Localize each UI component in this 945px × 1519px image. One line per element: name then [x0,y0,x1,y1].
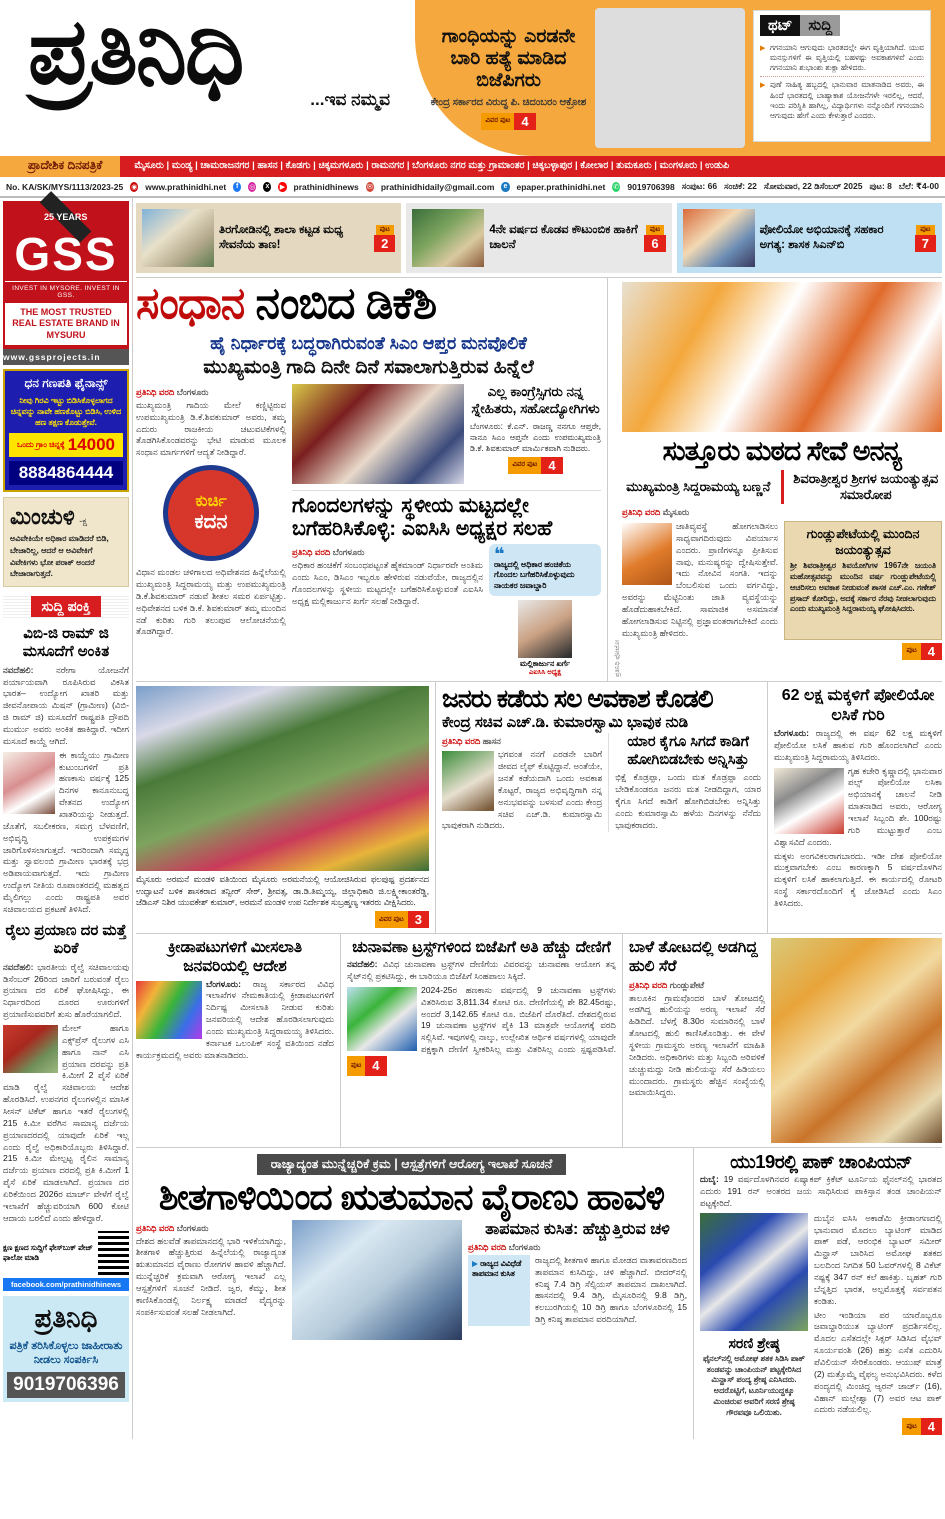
x-icon[interactable]: x [263,182,271,192]
substory-headline: ಯಾರ ಕೈಗೂ ಸಿಗದೆ ಕಾಡಿಗೆ ಹೋಗಿಬಿಡಬೇಕು ಅನ್ನಿಸಿತ್ತು [627,734,749,769]
story-body: ದೇಶದ ಹಲವೆಡೆ ತಾಪಮಾನದಲ್ಲಿ ಭಾರಿ ಇಳಿಕೆಯಾಗಿದ್ದು, ಶೀತಗಾಳಿ ಹೆಚ್ಚುತ್ತಿರುವ ಹಿನ್ನೆಲೆಯಲ್ಲಿ ರಾಜ್ಯಾದ್ಯಂತ ಋತುಮಾನದ ವೈರಾಣು ರೋಗಗಳ ಹಾವಳಿ ಹೆಚ್ಚಾಗಿದೆ. ಮುನ್ನೆಚ್ಚರಿಕೆ ಕ್ರಮವಾಗಿ ಆರೋಗ್ಯ ಇಲಾಖೆ ಎಲ್ಲ ಆಸ್ಪತ್ರೆಗಳಿಗೆ ಸೂಚನೆ ನೀಡಿದೆ. ಜ್ವರ, ಕೆಮ್ಮು, ಶೀತ ಕಾಣಿಸಿಕೊಂಡಲ್ಲಿ ನಿರ್ಲಕ್ಷ್ಯ ಮಾಡದೆ ವೈದ್ಯರನ್ನು ಸಂಪರ್ಕಿಸುವಂತೆ ಸಲಹೆ ನೀಡಲಾಗಿದೆ. [136,1235,286,1317]
dateline: ನವದೆಹಲಿ: [3,664,34,675]
gss-brand: GSS [14,228,118,280]
story-polio [768,682,942,933]
story-body: ದುಬೈನ ಐಸಿಸಿ ಅಕಾಡೆಮಿ ಕ್ರೀಡಾಂಗಣದಲ್ಲಿ ಭಾನುವಾರ ಮೊದಲು ಬ್ಯಾಟಿಂಗ್ ಮಾಡಿದ ಪಾಕ್ ಪಡೆ, ಆರಂಭಿಕ ಬ್ಯಾಟರ್ ಸಮೀರ್ ಮಿನ್ಹಾಸ್ ಬಾರಿಸಿದ ಅಮೋಘ ಶತಕದ ಬಲದಿಂದ ನಿಗದಿತ 50 ಓವರ್‌ಗಳಲ್ಲಿ 8 ವಿಕೆಟ್ ನಷ್ಟಕ್ಕೆ 347 ರನ್ ಕಲೆ ಹಾಕಿತ್ತು. ಬೃಹತ್ ಗುರಿ ಬೆನ್ನತ್ತಿದ ಭಾರತ, ಅಲ್ಪಮೊತ್ತಕ್ಕೆ ಸರ್ವಪತನ ಕಂಡಿತು. [814,1212,942,1306]
page-badge: ಪುಟ 4 [902,1418,942,1435]
location-bar [0,156,945,177]
dks-quote-block [470,384,601,484]
page-badge-label: ಪುಟ [916,225,934,235]
byline: ಪ್ರತಿನಿಧಿ ವರದಿ ಬೆಂಗಳೂರು [136,386,209,397]
epaper-icon: e [501,182,509,192]
story-headline: ವಿಬಿ-ಜಿ ರಾಮ್ ಜಿ ಮಸೂದೆಗೆ ಅಂಕಿತ [22,624,110,660]
page-badge-number: 4 [514,113,535,130]
story-headline: 62 ಲಕ್ಷ ಮಕ್ಕಳಿಗೆ ಪೋಲಿಯೋ ಲಸಿಕೆ ಗುರಿ [781,686,935,724]
story-vbg-bill [3,625,129,916]
page-badge-number: 7 [915,235,936,252]
story-body: ಈ ಕಾಯ್ದೆಯು ಗ್ರಾಮೀಣ ಕುಟುಂಬಗಳಿಗೆ ಪ್ರತಿ ಹಣಕಾಸು ವರ್ಷಕ್ಕೆ 125 ದಿನಗಳ ಕಾನೂನುಬದ್ಧ ವೇತನದ ಉದ್ಯೋಗ ಖಾತರಿಯನ್ನು ನೀಡುತ್ತದೆ. ಜೊತೆಗೆ, ಸಬಲೀಕರಣ, ಸಮಗ್ರ ಬೆಳವಣಿಗೆ, ಅಭಿವೃದ್ಧಿ ಉಪಕ್ರಮಗಳ ಜಾರಿಗೊಳಿಸಲಾಗುತ್ತದೆ. ಇದರಿಂದಾಗಿ ಸಮೃದ್ಧ ಮತ್ತು ಸ್ವಾವಲಂಬಿ ಗ್ರಾಮೀಣ ಭಾರತಕ್ಕೆ ಭದ್ರ ಅಡಿಪಾಯವಾಗುತ್ತದೆ. ಇದು ಗ್ರಾಮೀಣ ಉದ್ಯೋಗ ನೀತಿಯ ರೂಪಾಂತರದಲ್ಲಿ ಮಹತ್ವದ ಮೈಲಿಗಲ್ಲು ಎಂದು ರಾಷ್ಟ್ರಪತಿ ಅವರ ಸಚಿವಾಲಯದ ಪ್ರಕಟಣೆ ತಿಳಿಸಿದೆ. [3,749,129,914]
lead-headline: ಸಂಧಾನ ನಂಬಿದ ಡಿಕೆಶಿ [136,279,437,328]
story-body: ಭಗವಂತ ನನಗೆ ಎರಡನೇ ಬಾರಿಗೆ ಜೀವದ ಲೈಫ್ ಕೊಟ್ಟಿದ್ದಾನೆ. ಅಂತೆಯೇ, ಜನತೆ ಕಡೆಯದಾಗಿ ಒಂದು ಅವಕಾಶ ಕೊಟ್ಟರೆ, ರಾಜ್ಯದ ಅಭಿವೃದ್ಧಿಗಾಗಿ ನನ್ನ ಅನುಭವವನ್ನು ಬಳಸುವೆ ಎಂದು ಕೇಂದ್ರ ಸಚಿವ ಎಚ್.ಡಿ. ಕುಮಾರಸ್ವಾಮಿ ಭಾವುಕರಾಗಿ ನುಡಿದರು. [442,749,603,831]
subscription-phone[interactable]: 9019706396 [7,1372,125,1398]
teaser-title: 4ನೇ ವರ್ಷದ ಕೊಡವ ಕೌಟುಂಬಿಕ ಹಾಕಿಗೆ ಚಾಲನೆ [489,224,638,251]
newspaper-logo: ಪ್ರತಿನಿಧಿ [28,1,243,103]
photo-kharge [518,600,572,658]
volume-number: ಸಂಪುಟ: 66 [681,181,718,191]
masthead [0,0,945,156]
byline: ಪ್ರತಿನಿಧಿ ವರದಿ ಗುಂಡ್ಲುಪೇಟೆ [629,979,705,990]
byline: ಪ್ರತಿನಿಧಿ ವರದಿ ಬೆಂಗಳೂರು [468,1241,541,1252]
minchuli-title: ಮಿಂಚುಳಿ [10,504,75,530]
finance-ad[interactable] [3,369,129,493]
kharge-quote-box: ❝ ರಾಜ್ಯದಲ್ಲಿ ಅಧಿಕಾರ ಹಂಚಿಕೆಯ ಗೊಂದಲ ಬಗೆಹರಿಸಿಕೊಳ್ಳುವುದು ನಾಯಕರ ಜವಾಬ್ದಾರಿ [489,544,601,596]
page-badge-number: 2 [374,235,395,252]
quote-headline: ಎಲ್ಲ ಕಾಂಗ್ರೆಸ್ಸಿಗರು ನನ್ನ ಸ್ನೇಹಿತರು, ಸಹೋದ್ಯೋಗಿಗಳು [471,383,600,416]
kicker-strip: ರಾಜ್ಯಾದ್ಯಂತ ಮುನ್ನೆಚ್ಚರಿಕೆ ಕ್ರಮ | ಆಸ್ಪತ್ರೆಗಳಿಗೆ ಆರೋಗ್ಯ ಇಲಾಖೆ ಸೂಚನೆ [136,1154,687,1175]
substory-headline: ತಾಪಮಾನ ಕುಸಿತ: ಹೆಚ್ಚುತ್ತಿರುವ ಚಳಿ [485,1220,670,1238]
story-body: 19 ವರ್ಷದೊಳಗಿನವರ ಏಷ್ಯಾಕಪ್ ಕ್ರಿಕೆಟ್ ಟೂರ್ನಿಯ ಫೈನಲ್‌ನಲ್ಲಿ ಭಾರತದ ಎದುರು 191 ರನ್ ಅಂತರದ ಜಯ ಸಾಧಿಸಿರುವ ಪಾಕಿಸ್ತಾನ ತಂಡ ಚಾಂಪಿಯನ್ ಪಟ್ಟಕ್ಕೇರಿದೆ. [700,1174,942,1208]
subscription-ad[interactable] [3,1296,129,1403]
quote-icon: ❝ [494,544,505,564]
story-headline: ಕ್ರೀಡಾಪಟುಗಳಿಗೆ ಮೀಸಲಾತಿ ಜನವರಿಯಲ್ಲಿ ಆದೇಶ [167,938,303,976]
byline: ಪ್ರತಿನಿಧಿ ವರದಿ ಹಾಸನ [442,736,501,747]
teaser-title: ತಿರಗೋಡಿನಲ್ಲಿ ಶಾಲಾ ಕಟ್ಟಡ ಮಧ್ಯ ಸೇವನೆಯ ತಾಣ! [219,224,344,251]
issue-number: ಸಂಚಿಕೆ: 22 [724,181,757,191]
info-bar [0,177,945,198]
story-body: ದೇಶದಲ್ಲಿರುವ 19 ಚುನಾವಣಾ ಟ್ರಸ್ಟ್‌ಗಳ ಪೈಕಿ 13 ಮಾತ್ರವೇ ಆಯೋಗಕ್ಕೆ ವರದಿ ಸಲ್ಲಿಸಿವೆ. ಇವುಗಳಲ್ಲಿ ನಾಲ್ಕು, ಉಲ್ಲೇಖಿತ ಆರ್ಥಿಕ ವರ್ಷಗಳಲ್ಲಿ ಯಾವುದೇ ಪಕ್ಷಕ್ಕಾಗಿ ದೇಣಿಗೆ ಸ್ವೀಕರಿಸಿಲ್ಲ ಮತ್ತು ವಿತರಿಸಿಲ್ಲ ಎಂದು ಸ್ಪಷ್ಟಪಡಿಸಿವೆ. [421,1008,616,1055]
gss-tagline: THE MOST TRUSTED REAL ESTATE BRAND IN MYSURU [5,303,127,345]
that-suddi-box [753,10,931,142]
page-badge-number: 6 [644,235,665,252]
story-body: ರಾಜ್ಯ ಸರ್ಕಾರದ ವಿವಿಧ ಇಲಾಖೆಗಳ ನೇಮಕಾತಿಯಲ್ಲಿ ಕ್ರೀಡಾಪಟುಗಳಿಗೆ ನಿರ್ದಿಷ್ಟ ಮೀಸಲಾತಿ ನೀಡುವ ಕುರಿತು ಜನವರಿಯಲ್ಲಿ ಆದೇಶ ಹೊರಡಿಸಲಾಗುವುದು ಎಂದು ಮುಖ್ಯಮಂತ್ರಿ ಸಿದ್ದರಾಮಯ್ಯ ತಿಳಿಸಿದರು. ಕರ್ನಾಟಕ ಒಲಂಪಿಕ್ ಸಂಸ್ಥೆ ವತಿಯಿಂದ ನಡೆದ ಕಾರ್ಯಕ್ರಮದಲ್ಲಿ ಅವರು ಮಾತನಾಡಿದರು. [136,978,334,1060]
quote-person-name: ಮಲ್ಲಿಕಾರ್ಜುನ ಖರ್ಗೆ [519,658,571,668]
story-body: ಮಕ್ಕಳು ಅಂಗವಿಕಲರಾಗಬಾರದು. ಇಡೀ ದೇಶ ಪೋಲಿಯೋ ಮುಕ್ತವಾಗಬೇಕು ಎಂಬ ಕಾರಣಕ್ಕಾಗಿ 5 ವರ್ಷದೊಳಗಿನ ಮಕ್ಕಳಿಗೆ ಲಸಿಕೆ ಹಾಕಲಾಗುತ್ತಿದೆ. ಈ ಕಾರ್ಯದಲ್ಲಿ ರೋಟರಿ ಸಂಸ್ಥೆ ಸರ್ಕಾರದೊಂದಿಗೆ ಕೈ ಜೋಡಿಸಿದೆ ಎಂದು ಸಿಎಂ ತಿಳಿಸಿದರು. [774,850,942,908]
story-subhead: ಕೇಂದ್ರ ಸಚಿವ ಎಚ್.ಡಿ. ಕುಮಾರಸ್ವಾಮಿ ಭಾವುಕ ನುಡಿ [442,714,689,732]
lead-subhead-blue: ಹೈ ನಿರ್ಧಾರಕ್ಕೆ ಬದ್ಧರಾಗಿರುವಂತೆ ಸಿಎಂ ಆಪ್ತರ ಮನವೊಲಿಕೆ [210,332,527,353]
story-body: ಜಾತಿವ್ಯವಸ್ಥೆ ಹೋಗಲಾಡಿಸಲು ಸಾಧ್ಯವಾಗದಿರುವುದು ವಿಪರ್ಯಾಸ ಎಂದರು. ಪ್ರಾಣಿಗಳನ್ನೂ ಪ್ರೀತಿಸುವ ನಾವು, ಮನುಷ್ಯರನ್ನು ದ್ವೇಷಿಸುತ್ತೇವೆ. ಇದು ನೋವಿನ ಸಂಗತಿ. ಇದನ್ನು ಬೆಂಬಲಿಸುವ ಒಂದು ವರ್ಗವಿದ್ದು, ಅವರನ್ನು ಮೆಟ್ಟಿನಿಂತು ಜಾತಿ ವ್ಯವಸ್ಥೆಯನ್ನು ಹೊಡೆದುಹಾಕಬೇಕಿದೆ. ಸಾಮಾಜಿಕ ಅಸಮಾನತೆ ಹೋಗಲಾಡಿಸುವ ನಿಟ್ಟಿನಲ್ಲಿ ಪ್ರಜ್ಞಾವಂತರಾಗಬೇಕಿದೆ ಎಂದು ಮುಖ್ಯಮಂತ್ರಿ ಹೇಳಿದರು. [622,521,778,638]
story-body: ಅಧಿಕಾರ ಹಂಚಿಕೆಗೆ ಸಂಬಂಧಪಟ್ಟಂತೆ ಹೈಕಮಾಂಡ್ ನಿರ್ಧಾರವೇ ಅಂತಿಮ ಎಂದು ಸಿಎಂ, ಡಿಸಿಎಂ ಇಬ್ಬರೂ ಹೇಳಿರುವ ನಡುವೆಯೇ, ರಾಜ್ಯದಲ್ಲಿನ ಗೊಂದಲಗಳನ್ನು ಸ್ಥಳೀಯ ಮಟ್ಟದಲ್ಲೇ ಬಗೆಹರಿಸಿಕೊಳ್ಳುವಂತೆ ಎಐಸಿಸಿ ಅಧ್ಯಕ್ಷ ಮಲ್ಲಿಕಾರ್ಜುನ ಖರ್ಗೆ ಸಲಹೆ ನೀಡಿದ್ದಾರೆ. [292,560,483,606]
gss-ad[interactable] [3,201,129,349]
story-body: ನರೇಗಾ ಯೋಜನೆಗೆ ಪರ್ಯಾಯವಾಗಿ ರೂಪಿಸಿರುವ ವಿಕಸಿತ ಭಾರತ– ಉದ್ಯೋಗ ಖಾತರಿ ಮತ್ತು ಜೀವನೋಪಾಯ ಮಿಷನ್ (ಗ್ರಾಮೀಣ) (ವಿಬಿ-ಜಿ ರಾಮ್ ಜಿ) ಮಸೂದೆಗೆ ರಾಷ್ಟ್ರಪತಿ ದ್ರೌಪದಿ ಮುರ್ಮು ಅವರು ಅಂಕಿತ ಹಾಕಿದ್ದಾರೆ. ಇದೀಗ ಮಸೂದೆ ಕಾಯ್ದೆ ಆಗಿದೆ. [3,664,129,746]
edition-label: ಪ್ರಾದೇಶಿಕ ದಿನಪತ್ರಿಕೆ [0,156,120,177]
dateline: ನವದೆಹಲಿ: [347,959,378,970]
newspaper-tagline: ...ಇವ ನಮ್ಮವ [310,90,390,109]
story-headline: ಜನರು ಕಡೆಯ ಸಲ ಅವಕಾಶ ಕೊಡಲಿ [442,684,713,713]
finance-phone[interactable]: 8884864444 [9,461,123,485]
subscription-ad-brand: ಪ್ರತಿನಿಧಿ [34,1303,98,1333]
dateline: ದುಬೈ: [700,1174,719,1185]
quote-person-role: ಎಐಸಿಸಿ ಅಧ್ಯಕ್ಷ [528,668,562,676]
story-u19-cricket [694,1148,942,1440]
that-suddi-tag1: ಥಟ್ [760,15,800,36]
youtube-icon[interactable]: ▶ [279,183,286,191]
that-suddi-item-text: ಪುಣೆ ಸಾಹಿತ್ಯ ಹಬ್ಬದಲ್ಲಿ ಭಾನುವಾರ ಮಾತನಾಡಿದ ಅವರು, ಈ ಹಿಂದೆ ಭಾರತದಲ್ಲಿ ಬಾಹ್ಯಾಕಾಶ ಯೋಜನೆಗಳೇ ಇರಲಿಲ್ಲ, ಆದರೆ, ಇಂದು ಪರಿಸ್ಥಿತಿ ಹಾಗಿಲ್ಲ, ವಿದ್ಯಾರ್ಥಿಗಳು ನನ್ನೊಂದಿಗೆ ಗಗನಯಾನಿ ಆಗುವುದು ಹೇಗೆ ಎಂದು ಕೇಳುತ್ತಾರೆ ಎಂದರು. [770,80,924,120]
story-body: 2024-25ರ ಹಣಕಾಸು ವರ್ಷದಲ್ಲಿ 9 ಚುನಾವಣಾ ಟ್ರಸ್ಟ್‌ಗಳು ವಿತರಿಸಿರುವ 3,811.34 ಕೋಟಿ ರೂ. ದೇಣಿಗೆಯಲ್ಲಿ ಶೇ 82.45ರಷ್ಟು, ಅಂದರೆ 3,142.65 ಕೋಟಿ ರೂ. ಬಿಜೆಪಿಗೆ ದೊರೆತಿದೆ. [421,984,616,1019]
garden-photo-story [136,682,436,933]
gundlupete-box [784,521,942,640]
story-body: ರಾಜ್ಯದಲ್ಲಿ ಈ ವರ್ಷ 62 ಲಕ್ಷ ಮಕ್ಕಳಿಗೆ ಪೋಲಿಯೋ ಲಸಿಕೆ ಹಾಕುವ ಗುರಿ ಹೊಂದಲಾಗಿದೆ ಎಂದು ಮುಖ್ಯಮಂತ್ರಿ ಸಿದ್ದರಾಮಯ್ಯ ತಿಳಿಸಿದರು. [774,727,942,762]
story-headline: ಯು19ರಲ್ಲಿ ಪಾಕ್ ಚಾಂಪಿಯನ್ [730,1150,912,1172]
story-hdk-sub [608,733,761,832]
page-badge: ಪುಟ 4 [902,643,942,660]
photo-polio-drive [774,768,844,834]
edition-locations: ಮೈಸೂರು | ಮಂಡ್ಯ | ಚಾಮರಾಜನಗರ | ಹಾಸನ | ಕೊಡಗು | ಚಿಕ್ಕಮಗಳೂರು | ರಾಮನಗರ | ಬೆಂಗಳೂರು ನಗರ ಮತ್ತು ಗ್ರಾಮಾಂತರ | ಚಿಕ್ಕಬಳ್ಳಾಪುರ | ಕೋಲಾರ | ತುಮಕೂರು | ಮಂಗಳೂರು | ಉಡುಪಿ [120,156,945,177]
that-suddi-item [760,40,924,77]
contact-phone[interactable]: 9019706398 [627,181,675,192]
registration-number: No. KA/SK/MYS/1113/2023-25 [6,181,124,192]
divider [781,470,784,504]
facebook-url[interactable]: facebook.com/prathinidhinews [3,1278,129,1291]
minchuli-suffix: -ಕ್ಷ [79,516,88,527]
caption-body: ಫೈನಲ್‌ನಲ್ಲಿ ಅಮೋಘ ಶತಕ ಸಿಡಿಸಿ ಪಾಕ್ ತಂಡವನ್ನು ಚಾಂಪಿಯನ್ ಪಟ್ಟಕ್ಕೇರಿಸಿದ ಮಿನ್ಹಾಸ್ ಪಂದ್ಯ ಶ್ರೇಷ್ಠ ಎನಿಸಿದರು. ಅದರೊಟ್ಟಿಗೆ, ಟೂರ್ನಿಯುದ್ದಕ್ಕೂ ಮಿಂಚಿರುವ ಅವರಿಗೆ ಸರಣಿ ಶ್ರೇಷ್ಠ ಗೌರವವೂ ಒಲಿಯಿತು. [703,1353,805,1417]
photo-president-murmu [3,752,55,814]
story-hdk [436,682,768,933]
page-badge [481,113,535,130]
illustration-athletes [136,981,202,1039]
main-content [133,198,945,1439]
top-strip-story [420,0,595,156]
dateline: ನವದೆಹಲಿ: [3,961,34,972]
subscription-ad-text: ಪತ್ರಿಕೆ ತರಿಸಿಕೊಳ್ಳಲು ಜಾಹೀರಾತು ನೀಡಲು ಸಂಪರ್ಕಿಸಿ [9,1339,123,1367]
facebook-icon[interactable]: f [233,182,241,192]
story-body: ಟೀಂ ಇಂಡಿಯಾ ಪರ ಯಾರೊಬ್ಬರೂ ಜವಾಬ್ದಾರಿಯುತ ಬ್ಯಾಟಿಂಗ್ ಪ್ರದರ್ಶಿಸಲಿಲ್ಲ. ಮೊದಲ ಎಸೆತದಲ್ಲೇ ಸಿಕ್ಸರ್ ಸಿಡಿಸಿದ ವೈಭವ್ ಸೂರ್ಯವಂಶಿ (26) ಹತ್ತು ಎಸೆತ ಎದುರಿಸಿ ಪೆವಿಲಿಯನ್ ಸೇರಿಕೊಂಡರು. ಆಯುಷ್ ಮಾತ್ರೆ (2) ಮತ್ತೊಮ್ಮೆ ವೈಫಲ್ಯ ಅನುಭವಿಸಿದರು. ಕಳೆದ ಪಂದ್ಯದಲ್ಲಿ ಮಿಂಚಿದ್ದ ಆ್ಯರನ್ ಜಾರ್ಜ್ (16), ವಿಹಾನ್ ಮಲ್ಲೇಶ್ವಾ (7) ಅವರ ಆಟ ಪಾಕ್ ಎದುರು ನಡೆಯಲಿಲ್ಲ. [814,1309,942,1415]
teaser-page7[interactable] [677,203,942,273]
photo-suttur-mutt [622,282,942,432]
qr-code[interactable] [98,1231,129,1275]
photo-teaser-school [142,209,214,267]
story-tiger [623,934,942,1147]
minchuli-body: ಅವಿವೇಕಿಯೇ ಅಧಿಕಾರ ಮಾಡಿದರೆ ಬಿಡಿ, ಬೇಜಾರಿಲ್ಲ, ಆದರೆ ಆ ಅವಿವೇಕಿಗೆ ವಿವೇಕಿಗಳು ಭೋ ಪರಾಕ್ ಅಂದರೆ ಬೇಜಾರಾಗುತ್ತದೆ. [10,534,109,579]
gss-years-badge: 25 YEARS [40,191,92,243]
photo-cricket-team [700,1213,808,1331]
teaser-page6[interactable] [406,203,671,273]
gss-website[interactable]: www.gssprojects.in [3,349,129,365]
teaser-page2[interactable] [136,203,401,273]
story-sports-quota [136,934,341,1147]
mail-icon: ✉ [366,183,373,191]
top-story-headline: ಗಾಂಧಿಯನ್ನು ಎರಡನೇ ಬಾರಿ ಹತ್ಯೆ ಮಾಡಿದ ಬಿಜೆಪಿಗರು [441,26,576,91]
story-virus [136,1148,694,1440]
arrow-icon: ▶ [760,45,766,52]
story-headline: ಶೀತಗಾಳಿಯಿಂದ ಋತುಮಾನ ವೈರಾಣು ಹಾವಳಿ [158,1175,665,1217]
photo-flower-show [136,686,429,871]
kurchi-kadana-badge: ಕುರ್ಚಿ ಕದನ [163,465,259,561]
page-badge-label: ವಿವರ ಪುಟ [481,113,514,130]
story-rail-fare [3,922,129,1225]
story-body: ವಿವಿಧ ಚುನಾವಣಾ ಟ್ರಸ್ಟ್‌ಗಳ ದೇಣಿಗೆಯ ವಿವರವನ್ನು ಚುನಾವಣಾ ಆಯೋಗ ತನ್ನ ಸೈಟ್‌ನಲ್ಲಿ ಪ್ರಕಟಿಸಿದ್ದು, ಈ ಬಾರಿಯೂ ಬಿಜೆಪಿಗೆ ಸಿಂಹಪಾಲು ಸಿಕ್ಕಿದೆ. [347,959,616,982]
instagram-icon[interactable]: ◎ [249,183,256,191]
finance-rate-label: ಒಂದು ಗ್ರಾಂ ಚಿನ್ನಕ್ಕೆ [17,440,65,450]
facebook-ad-text: ಕ್ಷಣ ಕ್ಷಣದ ಸುದ್ದಿಗೆ ಫೇಸ್‌ಬುಕ್ ಪೇಜ್ ಫಾಲೋ ಮಾಡಿ [3,1242,93,1262]
photo-captured-tiger [771,938,942,1143]
photo-credit: ಪ್ರತಿನಿಧಿ ಫೋಟೋ [614,639,621,677]
phone-icon: ✆ [613,183,620,191]
subhead-left: ಮುಖ್ಯಮಂತ್ರಿ ಸಿದ್ದರಾಮಯ್ಯ ಬಣ್ಣನೆ [626,478,771,494]
story-body: ಗೃಹ ಕಚೇರಿ ಕೃಷ್ಣಾದಲ್ಲಿ ಭಾನುವಾರ ಪಲ್ಸ್ ಪೋಲಿಯೋ ಲಸಿಕಾ ಅಭಿಯಾನಕ್ಕೆ ಚಾಲನೆ ನೀಡಿ ಮಾತನಾಡಿದ ಅವರು, ಆರೋಗ್ಯ ಇಲಾಖೆ ಸಿಬ್ಬಂದಿ ಶೇ. 100ರಷ್ಟು ಗುರಿ ಮುಟ್ಟುತ್ತಾರೆ ಎಂಬ ವಿಶ್ವಾಸವಿದೆ ಎಂದರು. [774,765,942,847]
story-body: ಮೇಲ್ ಹಾಗೂ ಎಕ್ಸ್‌ಪ್ರೆಸ್ ರೈಲುಗಳ ಎಸಿ ಹಾಗೂ ನಾನ್ ಎಸಿ ಪ್ರಯಾಣ ದರವನ್ನು ಪ್ರತಿ ಕಿ.ಮೀಗೆ 2 ಪೈಸೆ ಏರಿಕೆ ಮಾಡಿ ರೈಲ್ವೆ ಸಚಿವಾಲಯ ಆದೇಶ ಹೊರಡಿಸಿದೆ. ಉಪನಗರ ರೈಲುಗಳಲ್ಲಿನ ಮಾಸಿಕ ಸೀಸನ್ ಟಿಕೆಟ್ ಹಾಗೂ ಇತರೆ ರೈಲುಗಳಲ್ಲಿ 215 ಕಿ.ಮೀ ವರೆಗಿನ ಸಾಮಾನ್ಯ ದರ್ಜೆಯ ಪ್ರಯಾಣದರದಲ್ಲಿ ಯಾವುದೇ ಏರಿಕೆ ಇಲ್ಲ ಎಂದು ರೈಲ್ವೆ ಅಧಿಕಾರಿಯೊಬ್ಬರು ತಿಳಿಸಿದ್ದಾರೆ. 215 ಕಿ.ಮೀ ಮೇಲ್ಪಟ್ಟ ರೈಲಿನ ಸಾಮಾನ್ಯ ದರ್ಜೆಯ ಪ್ರಯಾಣ ದರದಲ್ಲಿ ಪ್ರತಿ ಕಿ.ಮೀಗೆ 1 ಪೈಸೆ ಏರಿಕೆ ಮಾಡಲಾಗಿದೆ. ಪ್ರಯಾಣ ದರ ಏರಿಕೆಯಿಂದ 2026ರ ಮಾರ್ಚ್ ವೇಳೆಗೆ ರೈಲ್ವೆ ಇಲಾಖೆಗೆ ಹೆಚ್ಚುವರಿಯಾಗಿ 600 ಕೋಟಿ ಆದಾಯ ಬರಲಿದೆ ಎಂದು ಹೇಳಿದ್ದಾರೆ. [3,1023,129,1223]
subhead-right: ಶಿವರಾತ್ರೀಶ್ವರ ಶ್ರೀಗಳ ಜಯಂತ್ಯುತ್ಸವ ಸಮಾರೋಪ [793,470,939,502]
that-suddi-item [760,77,924,124]
page-badge: ಪುಟ 4 [347,1056,387,1076]
story-headline: ಸುತ್ತೂರು ಮಠದ ಸೇವೆ ಅನನ್ಯ [662,436,902,466]
byline: ಪ್ರತಿನಿಧಿ ವರದಿ ಬೆಂಗಳೂರು [136,1222,209,1233]
website-link[interactable]: www.prathinidhi.net [145,181,227,192]
globe-icon: ◉ [131,183,138,191]
illustration-money-bag [347,987,417,1051]
bullet-icon: ▶ [472,1258,478,1268]
suddi-pankti-header: ಸುದ್ದಿ ಪಂಕ್ತಿ [3,594,129,619]
temperature-highlight-box: ▶ ರಾಜ್ಯದ ವಿವಿಧೆಡೆ ತಾಪಮಾನ ಕುಸಿತ [468,1255,530,1326]
photo-cm-and-dks [292,384,464,484]
left-rail [0,198,133,1439]
finance-ad-body: ನೀವು ಗಿರವಿ ಇಟ್ಟು ಬಿಡಿಸಿಕೊಳ್ಳಲಾಗದ ಚಿನ್ನವನ್ನು ನಾವೇ ಹಣಕೊಟ್ಟು ಬಿಡಿಸಿ, ಉಳಿದ ಹಣ ತಕ್ಷಣ ಕೊಡುತ್ತೇವೆ. [10,395,122,428]
price: ಬೆಲೆ: ₹4-00 [898,181,939,191]
issue-date: ಸೋಮವಾರ, 22 ಡಿಸೆಂಬರ್ 2025 [763,181,863,191]
story-body: ತಾಲೂಕಿನ ಗ್ರಾಮವೊಂದರ ಬಾಳೆ ತೋಟದಲ್ಲಿ ಅಡಗಿದ್ದ ಹುಲಿಯನ್ನು ಅರಣ್ಯ ಇಲಾಖೆ ಸೆರೆ ಹಿಡಿದಿದೆ. ಬೆಳಗ್ಗೆ 8.30ರ ಸುಮಾರಿನಲ್ಲಿ ಬಾಳೆ ತೋಟದಲ್ಲಿ ಹುಲಿ ಕಾಣಿಸಿಕೊಂಡಿತ್ತು. ಈ ವೇಳೆ ಸ್ಥಳೀಯ ಗ್ರಾಮಸ್ಥರು ಅರಣ್ಯ ಇಲಾಖೆಗೆ ಮಾಹಿತಿ ನೀಡಿದರು. ಅಧಿಕಾರಿಗಳು ಮತ್ತು ಸಿಬ್ಬಂದಿ ಅರಿವಳಿಕೆ ಚುಚ್ಚುಮದ್ದು ನೀಡಿ ಹುಲಿಯನ್ನು ಸೆರೆ ಹಿಡಿಯಲು ಮುಂದಾದರು. ಗ್ರಾಮಸ್ಥರು ಹೆಚ್ಚಿನ ಸಂಖ್ಯೆಯಲ್ಲಿ ಜಮಾಯಿಸಿದ್ದರು. [629,992,765,1098]
epaper-link[interactable]: epaper.prathinidhi.net [516,181,606,192]
page-count: ಪುಟ: 8 [869,181,892,191]
box-body: ಶ್ರೀ ಶಿವರಾತ್ರೀಶ್ವರ ಶಿವಯೋಗಿಗಳ 1967ನೇ ಜಯಂತಿ ಮಹೋತ್ಸವವನ್ನು ಮುಂದಿನ ವರ್ಷ ಗುಂಡ್ಲುಪೇಟೆಯಲ್ಲಿ ಆಚರಿಸಲು ಅವಕಾಶ ನೀಡುವಂತೆ ಶಾಸಕ ಎಚ್.ಎಂ. ಗಣೇಶ್ ಪ್ರಸಾದ್ ಕೋರಿದ್ದು, ಅದಕ್ಕೆ ಸರ್ಕಾರ ನೆರವು ನೀಡಲಾಗುವುದು ಎಂದು ಮುಖ್ಯಮಂತ್ರಿ ಸಿದ್ದರಾಮಯ್ಯ ಘೋಷಿಸಿದರು. [790,561,936,614]
box-title: ಗುಂಡ್ಲುಪೇಟೆಯಲ್ಲಿ ಮುಂದಿನ ಜಯಂತ್ಯುತ್ಸವ [806,527,920,557]
story-lead-dks [136,278,608,681]
email-address[interactable]: prathinidhidaily@gmail.com [380,181,495,192]
photo-swamiji [622,523,672,585]
finance-ad-title: ಧನ ಗಣಪತಿ ಫೈನಾನ್ಸ್ [24,375,108,390]
lead-body-2: ವಿಧಾನ ಮಂಡಲ ಚಳಿಗಾಲದ ಅಧಿವೇಶನದ ಹಿನ್ನೆಲೆಯಲ್ಲಿ ಮುಖ್ಯಮಂತ್ರಿ ಸಿದ್ದರಾಮಯ್ಯ ಮತ್ತು ಉಪಮುಖ್ಯಮಂತ್ರಿ ಡಿ.ಕೆ.ಶಿವಕುಮಾರ್ ನಡುವೆ ಶೀತಲ ಸಮರ ಏರ್ಪಟ್ಟಿತ್ತು. ಅಧಿವೇಶನದ ಬಳಿಕ ಡಿ.ಕೆ. ಶಿವಕುಮಾರ್ ತಮ್ಮ ಮುಂದಿನ ನಡೆ ಕುರಿತು ಗುರಿ ತಲುಪುವ ಆಲೋಚನೆಯಲ್ಲಿ ತೊಡಗಿದ್ದಾರೆ. [136,567,286,637]
that-suddi-tag2: ಸುದ್ದಿ [800,15,840,36]
photo-chidambaram [595,8,745,148]
photo-teaser-polio [683,209,755,267]
byline: ಪ್ರತಿನಿಧಿ ವರದಿ ಮೈಸೂರು [622,507,690,517]
dateline: ಬೆಂಗಳೂರು: [206,978,241,989]
photo-winter-sneeze [292,1220,462,1340]
story-headline: ರೈಲು ಪ್ರಯಾಣ ದರ ಮತ್ತೆ ಏರಿಕೆ [5,921,127,957]
lead-body-1: ಮುಖ್ಯಮಂತ್ರಿ ಗಾದಿಯ ಮೇಲೆ ಕಣ್ಣಿಟ್ಟಿರುವ ಉಪಮುಖ್ಯಮಂತ್ರಿ ಡಿ.ಕೆ.ಶಿವಕುಮಾರ್ ಅವರು, ತಮ್ಮ ಎದುರು ರಾಜಕೀಯ ಚಟುವಟಿಕೆಗಳಲ್ಲಿ ತೊಡಗಿಸಿಕೊಂಡವರನ್ನು ಭೇಟಿ ಮಾಡುವ ಮೂಲಕ ಸಂಧಾನ ಮಾರ್ಗಗಳಿಗೆ ಆದ್ಯತೆ ನೀಡಿದ್ದಾರೆ. [136,399,286,458]
photo-train [3,1025,58,1073]
story-gondala [292,490,601,677]
photo-caption: ಮೈಸೂರು ಅರಮನೆ ಮಂಡಳಿ ವತಿಯಿಂದ ಮೈಸೂರು ಅರಮನೆಯಲ್ಲಿ ಆಯೋಜಿಸಿರುವ ಫಲಪುಷ್ಪ ಪ್ರದರ್ಶನದ ಉದ್ಘಾಟನೆ ಬಳಿಕ ಶಾಸಕರಾದ ತನ್ವೀರ್ ಸೇಠ್, ಶ್ರೀವತ್ಸ, ಡಾ.ಡಿ.ತಿಮ್ಮಯ್ಯ, ಜಿಲ್ಲಾಧಿಕಾರಿ ಜಿ.ಲಕ್ಷ್ಮೀಕಾಂತರೆಡ್ಡಿ, ಜೆಡಿಎಸ್ ನಿಶಿಠ ಯುವಕೇಶ್ ಕುಮಾರ್, ಅರಮನೆ ಮಂಡಳಿ ಉಪ ನಿರ್ದೇಶಕ ಸುಬ್ರಹ್ಮಣ್ಯ ಇತರರು ವೀಕ್ಷಿಸಿದರು. [136,873,429,908]
story-body: ಭಾರತೀಯ ರೈಲ್ವೆ ಸಚಿವಾಲಯವು ಡಿಸೆಂಬರ್ 26ರಿಂದ ಜಾರಿಗೆ ಬರುವಂತೆ ರೈಲು ಪ್ರಯಾಣ ದರ ಏರಿಕೆ ಘೋಷಿಸಿದ್ದು, ಈ ನಿರ್ಧಾರದಿಂದ ದೂರದ ಊರುಗಳಿಗೆ ಪ್ರಯಾಣಿಸುವವರಿಗೆ ತುಸು ಹೊರೆಯಾಗಲಿದೆ. [3,961,129,1020]
story-electoral-trusts [341,934,623,1147]
byline: ಪ್ರತಿನಿಧಿ ವರದಿ ಬೆಂಗಳೂರು [292,547,365,557]
page-badge-label: ಪುಟ [646,225,664,235]
story-suttur [608,278,942,681]
minchuli-column [3,497,129,586]
page-badge: ವಿವರ ಪುಟ 3 [375,911,429,928]
teaser-title: ಪೋಲಿಯೋ ಅಭಿಯಾನಕ್ಕೆ ಸಹಕಾರ ಅಗತ್ಯ: ಶಾಸಕ ಸಿಎನ್‌ಬಿ [759,224,884,251]
lead-subhead-black: ಮುಖ್ಯಮಂತ್ರಿ ಗಾದಿ ದಿನೇ ದಿನೆ ಸವಾಲಾಗುತ್ತಿರುವ ಹಿನ್ನೆಲೆ [203,356,534,378]
story-headline: ಬಾಳೆ ತೋಟದಲ್ಲಿ ಅಡಗಿದ್ದ ಹುಲಿ ಸೆರೆ [629,938,758,976]
social-handle[interactable]: prathinidhinews [293,181,359,192]
gss-slogan: INVEST IN MYSORE. INVEST IN GSS. [5,281,127,299]
page-badge-label: ಪುಟ [376,225,394,235]
quote-body: ಬೆಂಗಳೂರು: ಕೆ.ಎನ್. ರಾಜಣ್ಣ ನನಗೂ ಆಪ್ತರೇ, ನಾನೂ ಸಿಎಂ ಆಪ್ತನೇ ಎಂದು ಉಪಮುಖ್ಯಮಂತ್ರಿ ಡಿ.ಕೆ. ಶಿವಕುಮಾರ್ ಮಾರ್ಮಿಕವಾಗಿ ನುಡಿದರು. [470,421,601,453]
substory-temperature [468,1220,687,1340]
page-badge: ವಿವರ ಪುಟ 4 [508,457,562,474]
arrow-icon: ▶ [760,82,766,90]
photo-teaser-hockey [412,209,484,267]
finance-rate-value: 14000 [67,435,115,455]
photo-kumaraswamy [442,751,494,811]
substory-body: ಭಿಕ್ಷೆ ಕೊಡ್ರಪ್ಪಾ, ಒಂದು ಮತ ಕೊಡ್ರಪ್ಪಾ ಎಂದು ಬೇಡಿಕೊಂಡರೂ ಜನರು ಮತ ನೀಡದಿದ್ದಾಗ, ಯಾರ ಕೈಗೂ ಸಿಗದೆ ಕಾಡಿಗೆ ಹೋಗಿಬಿಡಬೇಕು ಅನ್ನಿಸಿತ್ತು ಎಂದು ಕುಮಾರಸ್ವಾಮಿ ಹಳೆಯ ದಿನಗಳನ್ನು ನೆನೆದು ಭಾವುಕರಾದರು. [615,772,761,830]
teaser-row [136,198,942,278]
substory-body: ರಾಜ್ಯದಲ್ಲಿ ಶೀತಗಾಳಿ ಹಾಗೂ ಮೋಡದ ವಾತಾವರಣದಿಂದ ತಾಪಮಾನ ಕುಸಿದಿದ್ದು, ಚಳಿ ಹೆಚ್ಚಾಗಿದೆ. ಬೀದರ್‌ನಲ್ಲಿ ಕನಿಷ್ಠ 7.4 ಡಿಗ್ರಿ ಸೆಲ್ಸಿಯಸ್ ತಾಪಮಾನ ದಾಖಲಾಗಿದೆ. ಹಾಸನದಲ್ಲಿ 9.4 ಡಿಗ್ರಿ, ಮೈಸೂರಿನಲ್ಲಿ 9.8 ಡಿಗ್ರಿ, ಕಲಬುರಗಿಯಲ್ಲಿ 10 ಡಿಗ್ರಿ ಹಾಗೂ ಬೆಂಗಳೂರಿನಲ್ಲಿ 15 ಡಿಗ್ರಿ ಕನಿಷ್ಠ ತಾಪಮಾನ ವರದಿಯಾಗಿದೆ. [535,1254,687,1325]
top-story-subhead: ಕೇಂದ್ರ ಸರ್ಕಾರದ ವಿರುದ್ಧ ಪಿ. ಚಿದಂಬರಂ ಆಕ್ರೋಶ [430,96,587,108]
story-headline: ಚುನಾವಣಾ ಟ್ರಸ್ಟ್‌ಗಳಿಂದ ಬಿಜೆಪಿಗೆ ಅತಿ ಹೆಚ್ಚು ದೇಣಿಗೆ [352,938,611,956]
that-suddi-item-text: ಗಗನಯಾನಿ ಆಗುವುದು ಭಾರತದಲ್ಲೇ ಈಗ ವೃತ್ತಿಯಾಗಿದೆ. ಯುವ ಮನಸ್ಸುಗಳಿಗೆ ಈ ವೃತ್ತಿಯಲ್ಲಿ ಬಹಳಷ್ಟು ಅವಕಾಶಗಳಿವೆ ಎಂದು ಗಗನಯಾನಿ ಶುಭಾಂಶು ಶುಕ್ಲಾ ಹೇಳಿದರು. [770,43,924,73]
dateline: ಬೆಂಗಳೂರು: [774,727,809,738]
caption-title: ಸರಣಿ ಶ್ರೇಷ್ಠ [728,1334,780,1351]
story-headline: ಗೊಂದಲಗಳನ್ನು ಸ್ಥಳೀಯ ಮಟ್ಟದಲ್ಲೇ ಬಗೆಹರಿಸಿಕೊಳ್ಳಿ: ಎಐಸಿಸಿ ಅಧ್ಯಕ್ಷರ ಸಲಹೆ [292,493,553,541]
facebook-follow-ad[interactable] [3,1231,129,1275]
